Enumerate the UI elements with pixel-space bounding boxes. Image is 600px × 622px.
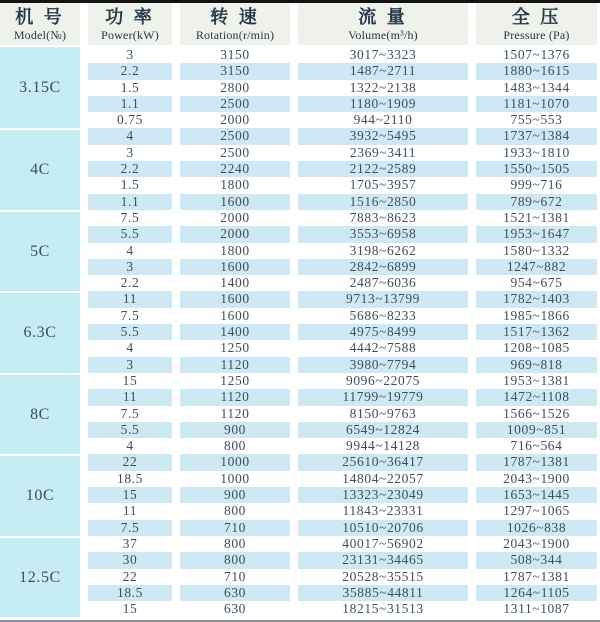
power-cell: 11 (88, 291, 172, 307)
model-group-cell: 8C (0, 373, 80, 454)
pressure-cell: 1181~1070 (476, 96, 597, 112)
rotation-cell: 1800 (220, 177, 250, 193)
column-header-en: Pressure (Pa) (503, 27, 570, 42)
power-cell: 7.5 (120, 209, 140, 225)
rotation-cell: 1600 (220, 307, 250, 323)
pressure-cell: 1566~1526 (503, 405, 570, 421)
pressure-cell: 1507~1376 (503, 47, 570, 62)
power-cell: 15 (122, 372, 138, 388)
volume-cell: 1516~2850 (298, 194, 468, 210)
pressure-cell: 1208~1085 (503, 340, 570, 356)
volume-cell: 4442~7588 (349, 340, 417, 356)
volume-cell: 35885~44811 (298, 585, 468, 601)
volume-cell: 2122~2589 (298, 161, 468, 177)
model-group-cell: 4C (0, 128, 80, 209)
rotation-cell: 1400 (180, 324, 290, 340)
volume-cell: 1322~2138 (349, 79, 417, 95)
spec-table-body (0, 47, 600, 617)
power-cell: 7.5 (120, 307, 140, 323)
rotation-cell: 2500 (180, 96, 290, 112)
pressure-cell: 1521~1381 (503, 209, 570, 225)
volume-cell: 3932~5495 (298, 128, 468, 144)
rotation-cell: 1000 (180, 454, 290, 470)
pressure-cell: 1472~1108 (476, 389, 597, 405)
power-cell: 1.1 (88, 96, 172, 112)
power-cell: 3 (126, 47, 134, 62)
volume-cell: 3553~6958 (298, 226, 468, 242)
volume-cell: 944~2110 (353, 112, 413, 128)
volume-cell: 3198~6262 (349, 242, 417, 258)
pressure-cell: 1985~1866 (503, 307, 570, 323)
model-group-cell: 6.3C (0, 291, 80, 372)
power-cell: 3 (88, 259, 172, 275)
power-cell: 7.5 (120, 405, 140, 421)
rotation-cell: 900 (180, 422, 290, 438)
pressure-cell: 1787~1381 (503, 568, 570, 584)
rotation-cell: 800 (223, 503, 247, 519)
power-cell: 15 (88, 487, 172, 503)
pressure-cell: 755~553 (510, 112, 563, 128)
power-cell: 4 (126, 340, 134, 356)
column-header-zh: 转 速 (210, 6, 260, 27)
power-cell: 11 (88, 389, 172, 405)
power-cell: 4 (126, 438, 134, 454)
power-cell: 5.5 (88, 422, 172, 438)
volume-cell: 40017~56902 (342, 535, 424, 551)
power-cell: 4 (88, 128, 172, 144)
power-cell: 2.2 (88, 63, 172, 79)
pressure-cell: 1787~1381 (476, 454, 597, 470)
column-header-model (0, 3, 80, 45)
table-header (0, 3, 600, 45)
rotation-cell: 1400 (220, 275, 250, 291)
pressure-cell: 716~564 (510, 438, 563, 454)
volume-cell: 4975~8499 (298, 324, 468, 340)
column-header-en: Power(kW) (101, 27, 159, 42)
rotation-cell: 630 (180, 585, 290, 601)
volume-cell: 18215~31513 (342, 601, 424, 617)
power-cell: 1.1 (88, 194, 172, 210)
pressure-cell: 1953~1647 (476, 226, 597, 242)
power-cell: 2.2 (88, 161, 172, 177)
volume-cell: 9713~13799 (298, 291, 468, 307)
rotation-cell: 2800 (220, 79, 250, 95)
pressure-cell: 1550~1505 (476, 161, 597, 177)
volume-cell: 11799~19779 (298, 389, 468, 405)
power-cell: 30 (88, 552, 172, 568)
pressure-cell: 1297~1065 (503, 503, 570, 519)
rotation-cell: 2000 (220, 209, 250, 225)
rotation-cell: 1250 (220, 340, 250, 356)
power-cell: 7.5 (88, 520, 172, 536)
model-group-cell: 12.5C (0, 536, 80, 617)
volume-cell: 2842~6899 (298, 259, 468, 275)
volume-cell: 1705~3957 (349, 177, 417, 193)
volume-cell: 25610~36417 (298, 454, 468, 470)
column-header-en: Model(№) (13, 27, 67, 42)
volume-cell: 10510~20706 (298, 520, 468, 536)
pressure-cell: 1026~838 (476, 520, 597, 536)
power-cell: 18.5 (88, 585, 172, 601)
rotation-cell: 1120 (180, 389, 290, 405)
pressure-cell: 1009~851 (476, 422, 597, 438)
volume-cell: 2369~3411 (349, 144, 417, 160)
pressure-cell: 1483~1344 (503, 79, 570, 95)
volume-cell: 14804~22057 (342, 470, 424, 486)
volume-cell: 3017~3323 (349, 47, 417, 62)
rotation-cell: 710 (223, 568, 247, 584)
volume-cell: 20528~35515 (342, 568, 424, 584)
volume-cell: 11843~23331 (342, 503, 424, 519)
column-header-zh: 功 率 (105, 6, 155, 27)
power-cell: 0.75 (116, 112, 144, 128)
volume-cell: 5686~8233 (349, 307, 417, 323)
pressure-cell: 1933~1810 (503, 144, 570, 160)
pressure-cell: 1247~882 (476, 259, 597, 275)
model-group-cell: 5C (0, 210, 80, 291)
volume-cell: 6549~12824 (298, 422, 468, 438)
rotation-cell: 1600 (180, 194, 290, 210)
column-header-zh: 全 压 (511, 6, 562, 27)
pressure-cell: 1737~1384 (476, 128, 597, 144)
model-group-cell: 10C (0, 454, 80, 535)
volume-cell: 9944~14128 (345, 438, 421, 454)
volume-cell: 13323~23049 (298, 487, 468, 503)
volume-cell: 1180~1909 (298, 96, 468, 112)
pressure-cell: 2043~1900 (503, 470, 570, 486)
rotation-cell: 1600 (180, 259, 290, 275)
power-cell: 37 (122, 535, 138, 551)
power-cell: 5.5 (88, 226, 172, 242)
pressure-cell: 1880~1615 (476, 63, 597, 79)
column-header-pressure (476, 3, 597, 45)
model-group-cell: 3.15C (0, 47, 80, 128)
pressure-cell: 508~344 (476, 552, 597, 568)
rotation-cell: 900 (180, 487, 290, 503)
pressure-cell: 1264~1105 (476, 585, 597, 601)
rotation-cell: 1600 (180, 291, 290, 307)
volume-cell: 7883~8623 (349, 209, 417, 225)
pressure-cell: 1782~1403 (476, 291, 597, 307)
rotation-cell: 2000 (180, 226, 290, 242)
rotation-cell: 1120 (180, 357, 290, 373)
column-header-volume (298, 3, 468, 45)
pressure-cell: 999~716 (510, 177, 563, 193)
column-header-power (88, 3, 172, 45)
rotation-cell: 2500 (180, 128, 290, 144)
rotation-cell: 3150 (220, 47, 250, 62)
rotation-cell: 800 (180, 552, 290, 568)
rotation-cell: 630 (223, 601, 247, 617)
rotation-cell: 2000 (220, 112, 250, 128)
power-cell: 1.5 (120, 79, 140, 95)
power-cell: 11 (122, 503, 138, 519)
power-cell: 15 (122, 601, 138, 617)
pressure-cell: 789~672 (476, 194, 597, 210)
rotation-cell: 2500 (220, 144, 250, 160)
power-cell: 4 (126, 242, 134, 258)
power-cell: 3 (126, 144, 134, 160)
column-header-zh: 机 号 (15, 6, 65, 27)
power-cell: 18.5 (116, 470, 144, 486)
power-cell: 2.2 (120, 275, 140, 291)
column-header-en: Rotation(r/min) (195, 27, 275, 42)
rotation-cell: 2240 (180, 161, 290, 177)
power-cell: 3 (88, 357, 172, 373)
volume-cell: 9096~22075 (345, 372, 421, 388)
volume-cell: 8150~9763 (349, 405, 417, 421)
pressure-cell: 1653~1445 (476, 487, 597, 503)
volume-cell: 2487~6036 (349, 275, 417, 291)
power-cell: 22 (88, 454, 172, 470)
pressure-cell: 2043~1900 (503, 535, 570, 551)
rotation-cell: 800 (223, 438, 247, 454)
volume-cell: 3980~7794 (298, 357, 468, 373)
pressure-cell: 954~675 (510, 275, 563, 291)
power-cell: 22 (122, 568, 138, 584)
rotation-cell: 1250 (220, 372, 250, 388)
pressure-cell: 1517~1362 (476, 324, 597, 340)
power-cell: 1.5 (120, 177, 140, 193)
pressure-cell: 1580~1332 (503, 242, 570, 258)
volume-cell: 1487~2711 (298, 63, 468, 79)
volume-cell: 23131~34465 (298, 552, 468, 568)
column-header-rotation (180, 3, 290, 45)
pressure-cell: 1311~1087 (503, 601, 570, 617)
rotation-cell: 1000 (220, 470, 250, 486)
rotation-cell: 1120 (220, 405, 250, 421)
rotation-cell: 3150 (180, 63, 290, 79)
pressure-cell: 1953~1381 (503, 372, 570, 388)
rotation-cell: 1800 (220, 242, 250, 258)
rotation-cell: 800 (223, 535, 247, 551)
power-cell: 5.5 (88, 324, 172, 340)
column-header-zh: 流 量 (358, 6, 408, 27)
column-header-en: Volume(m³/h) (348, 27, 418, 42)
pressure-cell: 969~818 (476, 357, 597, 373)
rotation-cell: 710 (180, 520, 290, 536)
